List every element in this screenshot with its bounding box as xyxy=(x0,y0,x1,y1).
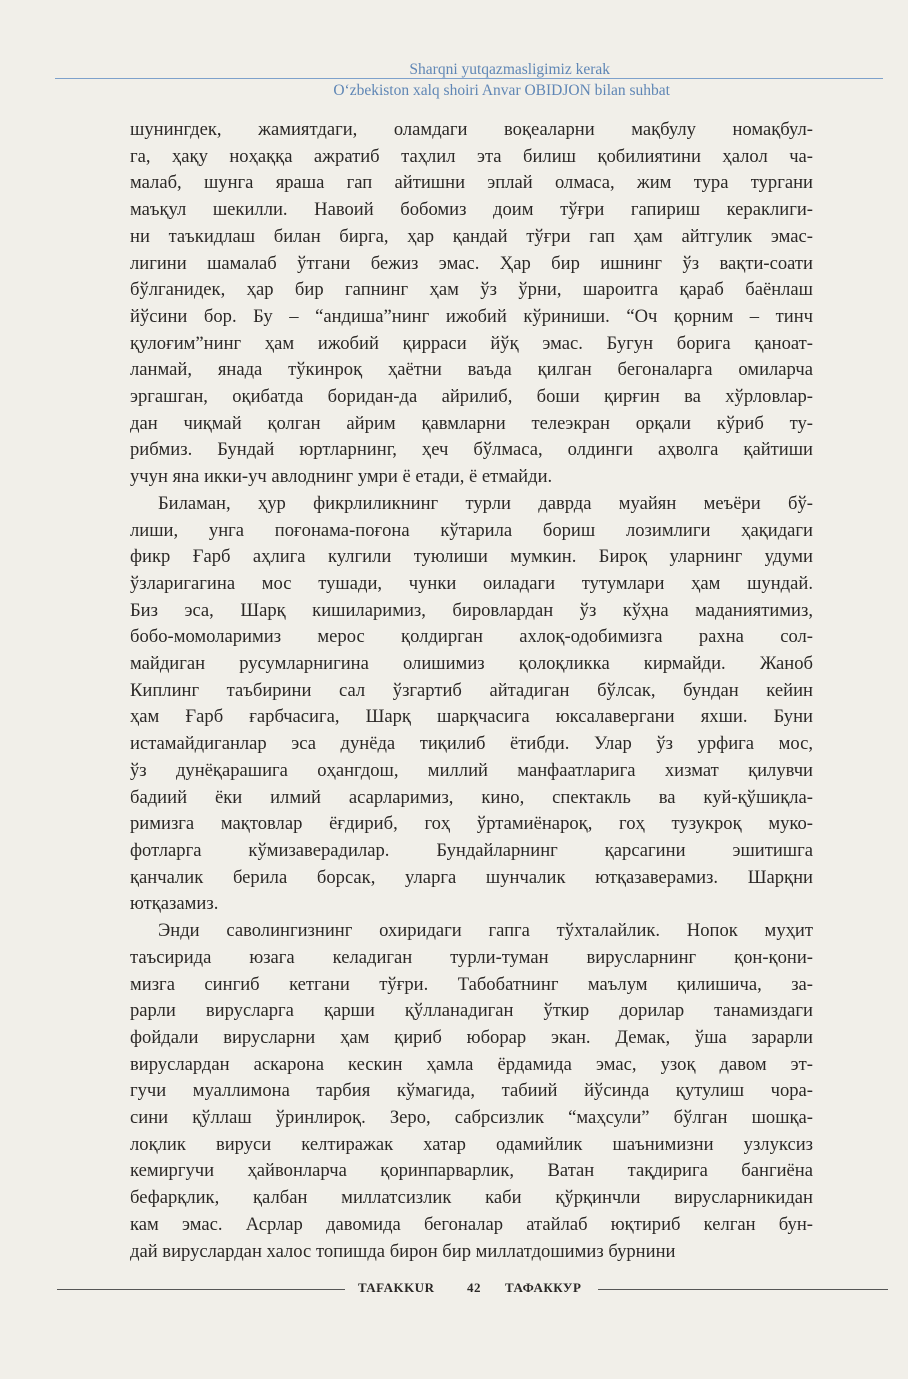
text-line: лоқлик вируси келтиражак хатар одамийлик шаънимизни узлуксиз xyxy=(130,1133,813,1155)
text-line: истамайдиганлар эса дунёда тиқилиб ётибди. Улар ўз урфига мос, xyxy=(130,733,813,755)
text-line: эргашган, оқибатда боридан-да айрилиб, боши қирғин ва хўрловлар- xyxy=(130,386,813,408)
text-line: бадиий ёки илмий асарларимиз, кино, спектакль ва куй-қўшиқла- xyxy=(130,786,813,808)
text-line: бефарқлик, қалбан миллатсизлик каби қўрқинчли вирусларникидан xyxy=(130,1187,813,1209)
text-line: ютқазамиз. xyxy=(130,893,219,915)
text-line: Киплинг таъбирини сал ўзгартиб айтадиган бўлсак, бундан кейин xyxy=(130,679,813,701)
text-line: дан чиқмай қолган айрим қавмларни телеэкран орқали кўриб ту- xyxy=(130,412,813,434)
text-line: римизга мақтовлар ёғдириб, гоҳ ўртамиёнароқ, гоҳ тузукроқ муко- xyxy=(130,813,813,835)
header-rule xyxy=(55,78,883,79)
text-line: ни таъкидлаш билан бирга, ҳар қандай тўғри гап ҳам айтгулик эмас- xyxy=(130,225,813,247)
text-line: маъқул шекилли. Навоий бобомиз доим тўғри гапириш кераклиги- xyxy=(130,199,813,221)
text-line: фотларга кўмизаверадилар. Бундайларнинг қарсагини эшитишга xyxy=(130,839,813,861)
text-line: га, ҳақу ноҳаққа ажратиб таҳлил эта билиш қобилиятини ҳалол ча- xyxy=(130,145,813,167)
footer-journal-latin: TAFAKKUR xyxy=(358,1280,435,1295)
text-line: кам эмас. Асрлар давомида бегоналар атайлаб юқтириб келган бун- xyxy=(130,1213,813,1235)
page-number: 42 xyxy=(467,1280,481,1295)
text-line: малаб, шунга яраша гап айтишни эплай олмаса, жим тура тургани xyxy=(130,172,813,194)
footer-rule-right xyxy=(598,1289,888,1290)
text-line: лиши, унга поғонама-поғона кўтарила бориш лозимлиги ҳақидаги xyxy=(130,519,813,541)
text-line: дай вируслардан халос топишда бирон бир миллатдошимиз бурнини xyxy=(130,1240,676,1262)
header-section-title: Sharqni yutqazmasligimiz kerak xyxy=(409,61,610,78)
paragraph xyxy=(130,117,813,491)
text-line: ланмай, янада тўкинроқ ҳаётни ваъда қилган бегоналарга омиларча xyxy=(130,359,813,381)
paragraph xyxy=(130,491,813,918)
text-line: Биламан, ҳур фикрлиликнинг турли даврда муайян меъёри бў- xyxy=(158,492,813,514)
running-header xyxy=(0,60,908,100)
text-line: шунингдек, жамиятдаги, оламдаги воқеаларни мақбулу номақбул- xyxy=(130,119,813,140)
paragraph xyxy=(130,918,813,1265)
text-line: Биз эса, Шарқ кишиларимиз, бировлардан ўз кўҳна маданиятимиз, xyxy=(130,599,813,621)
text-line: сини қўллаш ўринлироқ. Зеро, сабрсизлик “маҳсули” бўлган шошқа- xyxy=(130,1107,813,1129)
footer-journal-cyrillic: ТАФАККУР xyxy=(505,1280,582,1295)
page-footer xyxy=(0,1280,908,1298)
text-line: кемиргучи ҳайвонларча қоринпарварлик, Ватан тақдирига бангиёна xyxy=(130,1160,813,1182)
text-line: йўсини бор. Бу – “андиша”нинг ижобий кўриниши. “Оч қорним – тинч xyxy=(130,305,813,327)
text-line: вируслардан аскарона кескин ҳамла ёрдамида эмас, узоқ давом эт- xyxy=(130,1053,813,1075)
text-line: фойдали вирусларни ҳам қириб юборар экан. Демак, ўша зарарли xyxy=(130,1026,813,1048)
text-line: майдиган русумларнигина олишимиз қолоқликка кирмайди. Жаноб xyxy=(130,653,813,675)
header-interview-subtitle: O‘zbekiston xalq shoiri Anvar OBIDJON bilan suhbat xyxy=(333,82,670,99)
article-body xyxy=(130,117,813,1265)
text-line: рибмиз. Бундай юртларнинг, ҳеч бўлмаса, олдинги аҳволга қайтиши xyxy=(130,439,813,461)
text-line: рарли вирусларга қарши қўлланадиган ўткир дорилар танамиздаги xyxy=(130,1000,813,1022)
text-line: қулоғим”нинг ҳам ижобий қирраси йўқ эмас. Бугун борига қаноат- xyxy=(130,332,813,354)
text-line: бобо-момоларимиз мерос қолдирган ахлоқ-одобимизга рахна сол- xyxy=(130,626,813,648)
text-line: таъсирида юзага келадиган турли-туман вирусларнинг қон-қони- xyxy=(130,946,813,968)
text-line: учун яна икки-уч авлоднинг умри ё етади, ё етмайди. xyxy=(130,466,553,488)
text-line: гучи муаллимона тарбия кўмагида, табиий йўсинда қутулиш чора- xyxy=(130,1080,813,1102)
text-line: ҳам Ғарб ғарбчасига, Шарқ шарқчасига юксалавергани яхши. Буни xyxy=(130,706,813,728)
text-line: фикр Ғарб аҳлига кулгили туюлиши мумкин. Бироқ уларнинг удуми xyxy=(130,546,813,568)
text-line: лигини шамалаб ўтгани бежиз эмас. Ҳар бир ишнинг ўз вақти-соати xyxy=(130,252,813,274)
text-line: мизга сингиб кетгани тўғри. Табобатнинг маълум қилишича, за- xyxy=(130,973,813,995)
text-line: қанчалик берила борсак, уларга шунчалик ютқазаверамиз. Шарқни xyxy=(130,866,813,888)
footer-rule-left xyxy=(57,1289,345,1290)
text-line: ўз дунёқарашига оҳангдош, миллий манфаатларига хизмат қилувчи xyxy=(130,759,813,781)
text-line: бўлганидек, ҳар бир гапнинг ҳам ўз ўрни, шароитга қараб баёнлаш xyxy=(130,279,813,301)
text-line: ўзларигагина мос тушади, чунки оиладаги тутумлари ҳам шундай. xyxy=(130,572,813,594)
text-line: Энди саволингизнинг охиридаги гапга тўхталайлик. Нопок муҳит xyxy=(158,920,813,942)
